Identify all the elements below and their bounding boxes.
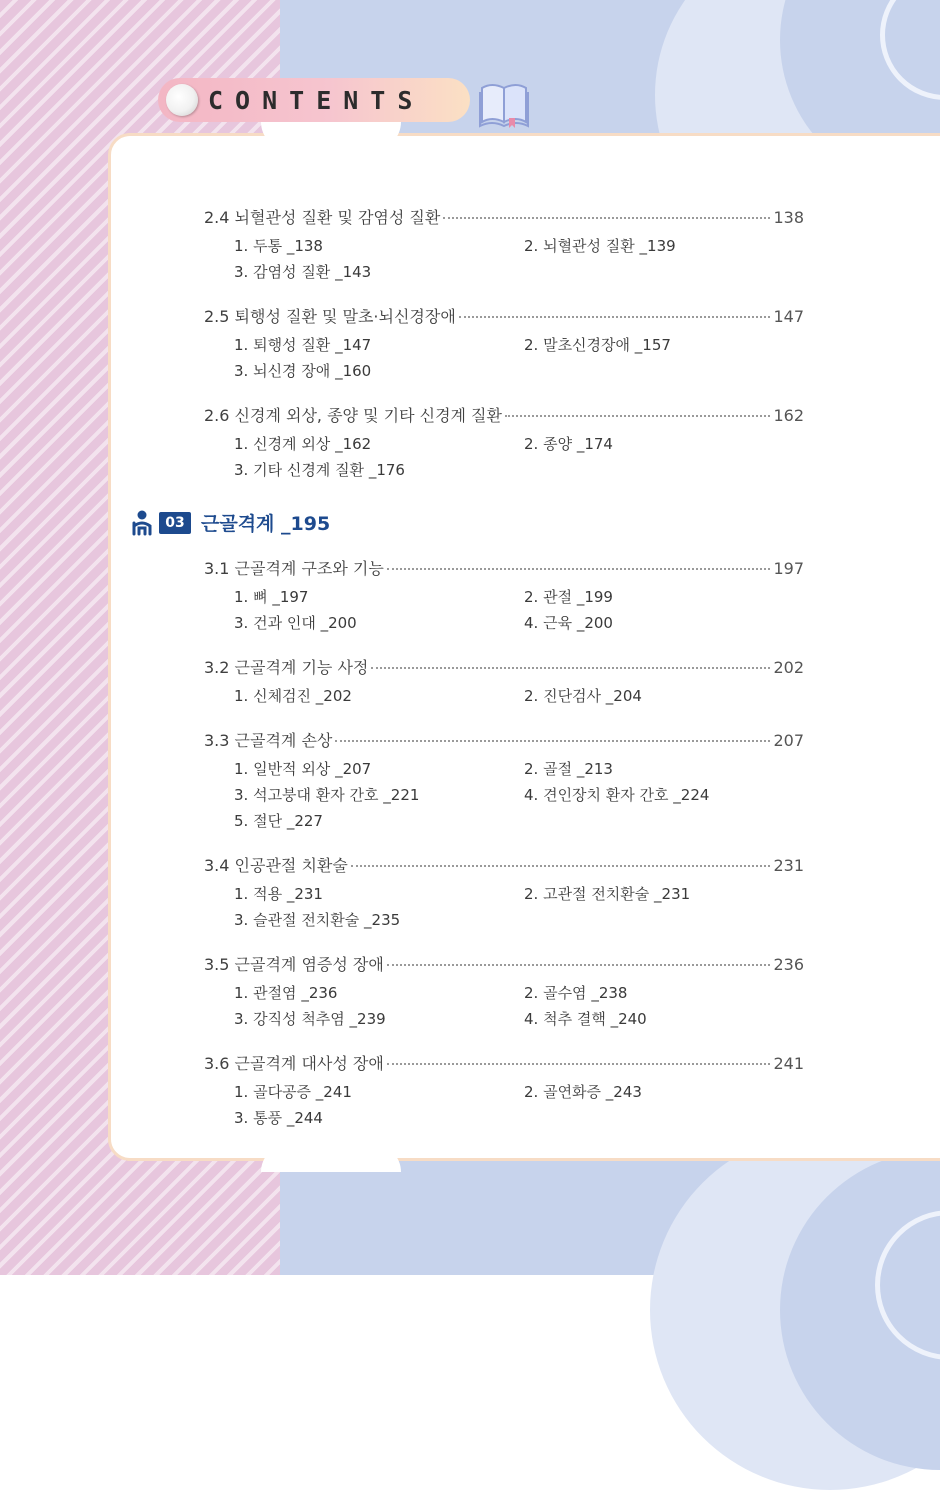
section-title: 2.5 퇴행성 질환 및 말초·뇌신경장애 — [204, 307, 456, 326]
subsection-item[interactable]: 1. 퇴행성 질환 _147 — [234, 336, 372, 354]
subsection-item[interactable]: 4. 척추 결핵 _240 — [524, 1010, 647, 1028]
section-page-number: 147 — [773, 307, 804, 326]
subsection-item[interactable]: 3. 기타 신경계 질환 _176 — [234, 461, 405, 479]
subsection-item[interactable]: 2. 진단검사 _204 — [524, 687, 642, 705]
section-heading[interactable] — [204, 205, 804, 231]
section-page-number: 138 — [773, 208, 804, 227]
section-heading[interactable] — [204, 556, 804, 582]
subsection-item[interactable]: 2. 골수염 _238 — [524, 984, 628, 1002]
subsection-item[interactable]: 1. 신경계 외상 _162 — [234, 435, 372, 453]
subsection-item[interactable]: 1. 신체검진 _202 — [234, 687, 352, 705]
section-heading[interactable] — [204, 1051, 804, 1077]
contents-header — [158, 78, 470, 122]
subsection-item[interactable]: 3. 건과 인대 _200 — [234, 614, 357, 632]
subsection-item[interactable]: 1. 뼈 _197 — [234, 588, 309, 606]
section-heading[interactable] — [204, 403, 804, 429]
card-notch — [261, 1144, 401, 1172]
subsection-item[interactable]: 1. 관절염 _236 — [234, 984, 338, 1002]
section-page-number: 231 — [773, 856, 804, 875]
chapter-number: 03 — [159, 512, 191, 534]
contents-card — [108, 133, 940, 1161]
section-title: 3.1 근골격계 구조와 기능 — [204, 559, 384, 578]
dot-leader — [459, 316, 771, 318]
dot-leader — [371, 667, 770, 669]
subsection-item[interactable]: 3. 통풍 _244 — [234, 1109, 323, 1127]
subsection-item[interactable]: 3. 감염성 질환 _143 — [234, 263, 372, 281]
section-page-number: 236 — [773, 955, 804, 974]
subsection-item[interactable]: 3. 뇌신경 장애 _160 — [234, 362, 372, 380]
dot-leader — [351, 865, 771, 867]
section-title: 3.4 인공관절 치환술 — [204, 856, 348, 875]
pearl-icon — [166, 84, 198, 116]
subsection-item[interactable]: 4. 견인장치 환자 간호 _224 — [524, 786, 710, 804]
subsection-item[interactable]: 2. 관절 _199 — [524, 588, 613, 606]
subsection-item[interactable]: 3. 슬관절 전치환술 _235 — [234, 911, 401, 929]
subsection-item[interactable]: 1. 적용 _231 — [234, 885, 323, 903]
section-title: 3.3 근골격계 손상 — [204, 731, 333, 750]
dot-leader — [443, 217, 770, 219]
section-title: 3.5 근골격계 염증성 장애 — [204, 955, 384, 974]
subsection-item[interactable]: 2. 말초신경장애 _157 — [524, 336, 671, 354]
dot-leader — [505, 415, 770, 417]
subsection-item[interactable]: 3. 석고붕대 환자 간호 _221 — [234, 786, 420, 804]
subsection-item[interactable]: 1. 골다공증 _241 — [234, 1083, 352, 1101]
section-title: 2.6 신경계 외상, 종양 및 기타 신경계 질환 — [204, 406, 502, 425]
section-page-number: 241 — [773, 1054, 804, 1073]
subsection-item[interactable]: 2. 고관절 전치환술 _231 — [524, 885, 691, 903]
chapter-title: 근골격계 _195 — [201, 513, 331, 535]
section-page-number: 207 — [773, 731, 804, 750]
dot-leader — [387, 1063, 771, 1065]
contents-title: CONTENTS — [208, 85, 425, 115]
subsection-item[interactable]: 1. 두통 _138 — [234, 237, 323, 255]
subsection-item[interactable]: 2. 골연화증 _243 — [524, 1083, 642, 1101]
section-page-number: 197 — [773, 559, 804, 578]
section-title: 2.4 뇌혈관성 질환 및 감염성 질환 — [204, 208, 441, 227]
open-book-icon — [478, 80, 530, 128]
subsection-item[interactable]: 1. 일반적 외상 _207 — [234, 760, 372, 778]
subsection-item[interactable]: 4. 근육 _200 — [524, 614, 613, 632]
section-heading[interactable] — [204, 655, 804, 681]
section-heading[interactable] — [204, 728, 804, 754]
section-heading[interactable] — [204, 853, 804, 879]
subsection-item[interactable]: 2. 골절 _213 — [524, 760, 613, 778]
chapter-heading — [131, 509, 330, 536]
subsection-item[interactable]: 3. 강직성 척추염 _239 — [234, 1010, 386, 1028]
section-title: 3.2 근골격계 기능 사정 — [204, 658, 369, 677]
section-page-number: 162 — [773, 406, 804, 425]
section-page-number: 202 — [773, 658, 804, 677]
dot-leader — [387, 568, 771, 570]
subsection-item[interactable]: 5. 절단 _227 — [234, 812, 323, 830]
section-heading[interactable] — [204, 952, 804, 978]
section-heading[interactable] — [204, 304, 804, 330]
dot-leader — [335, 740, 770, 742]
person-icon — [131, 510, 153, 536]
dot-leader — [387, 964, 771, 966]
subsection-item[interactable]: 2. 뇌혈관성 질환 _139 — [524, 237, 676, 255]
card-notch — [261, 122, 401, 150]
subsection-item[interactable]: 2. 종양 _174 — [524, 435, 613, 453]
section-title: 3.6 근골격계 대사성 장애 — [204, 1054, 384, 1073]
